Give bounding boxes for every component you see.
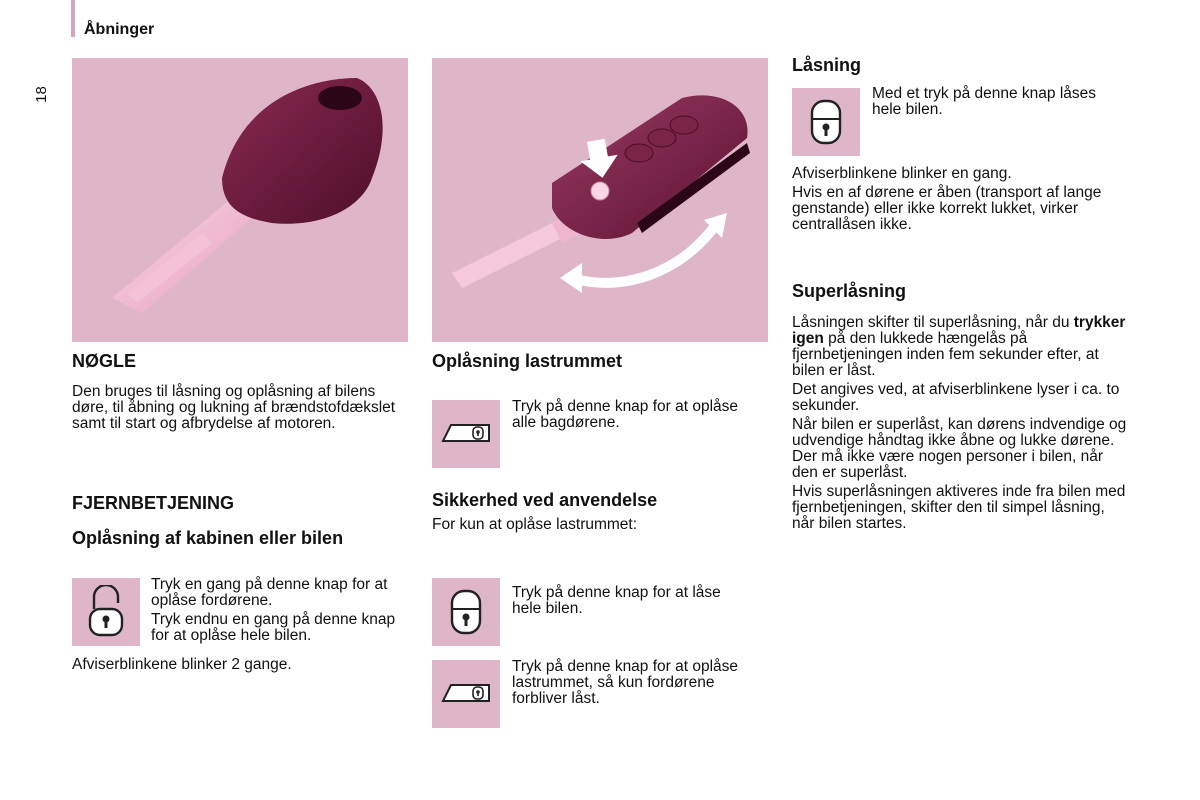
unlock-heading: Oplåsning af kabinen eller bilen — [72, 528, 344, 548]
header-accent-bar — [71, 0, 75, 37]
superlock-heading: Superlåsning — [792, 281, 907, 301]
page-number: 18 — [32, 86, 50, 103]
superlock-text-1-pre: Låsningen skifter til superlåsning, når du — [792, 314, 1074, 331]
key-text: Den bruges til låsning og oplåsning af bilens døre, til åbning og lukning af brændstofdækslet samt til start og afbrydelse af motoren. — [72, 383, 396, 432]
key-heading: NØGLE — [72, 351, 137, 371]
locking-heading: Låsning — [792, 55, 862, 75]
superlock-text-2: Det angives ved, at afviserblinkene lyser i ca. to sekunder. — [792, 381, 1120, 414]
superlock-text-4: Hvis superlåsningen aktiveres inde fra bilen med fjernbetjeningen, skifter den til simpel låsning, når bilen startes. — [792, 483, 1126, 532]
unlock-description — [151, 577, 411, 647]
locking-description: Med et tryk på denne knap låses hele bilen. — [872, 85, 1097, 118]
remote-illustration — [432, 58, 768, 342]
superlock-text-1-post: på den lukkede hængelås på fjernbetjeningen inden fem sekunder efter, at bilen er låst. — [792, 330, 1099, 379]
blink-twice-text: Afviserblinkene blinker 2 gange. — [72, 656, 292, 673]
lock-button-icon-box — [432, 578, 500, 646]
unlock-text-1: Tryk en gang på denne knap for at oplåse fordørene. — [151, 576, 388, 609]
section-title: Åbninger — [84, 21, 155, 38]
key-illustration — [72, 58, 408, 342]
blink-once-text: Afviserblinkene blinker en gang. — [792, 165, 1012, 182]
padlock-icon — [808, 97, 844, 147]
locking-notes — [792, 166, 1122, 236]
van-description: Tryk på denne knap for at oplåse lastrummet, så kun fordørene forbliver låst. — [512, 658, 739, 707]
key-description — [72, 384, 402, 435]
cargo-button-icon-box — [432, 400, 500, 468]
superlock-text-1 — [792, 315, 1127, 379]
locking-button-icon-box — [792, 88, 860, 156]
van-icon — [439, 419, 493, 449]
open-door-text: Hvis en af dørene er åben (transport af lange genstande) eller ikke korrekt lukket, virker centrallåsen ikke. — [792, 184, 1102, 233]
lock-description: Tryk på denne knap for at låse hele bilen. — [512, 584, 721, 617]
cargo-heading: Oplåsning lastrummet — [432, 351, 623, 371]
cargo-description: Tryk på denne knap for at oplåse alle bagdørene. — [512, 398, 739, 431]
padlock-icon — [448, 587, 484, 637]
unlock-button-icon-box — [72, 578, 140, 646]
superlock-text-1-bold: trykker igen — [792, 314, 1126, 347]
unlock-text-2: Tryk endnu en gang på denne knap for at oplåse hele bilen. — [151, 611, 396, 644]
open-padlock-icon — [86, 585, 126, 639]
superlock-text-3: Når bilen er superlåst, kan dørens indvendige og udvendige håndtag ikke åbne og lukke dørene. Der må ikke være nogen personer i bilen, når den er superlåst. — [792, 416, 1127, 481]
safety-intro: For kun at oplåse lastrummet: — [432, 516, 638, 533]
van-icon — [439, 679, 493, 709]
superlock-description — [792, 315, 1127, 535]
safety-heading: Sikkerhed ved anvendelse — [432, 490, 658, 510]
van-button-icon-box — [432, 660, 500, 728]
remote-heading: FJERNBETJENING — [72, 493, 235, 513]
